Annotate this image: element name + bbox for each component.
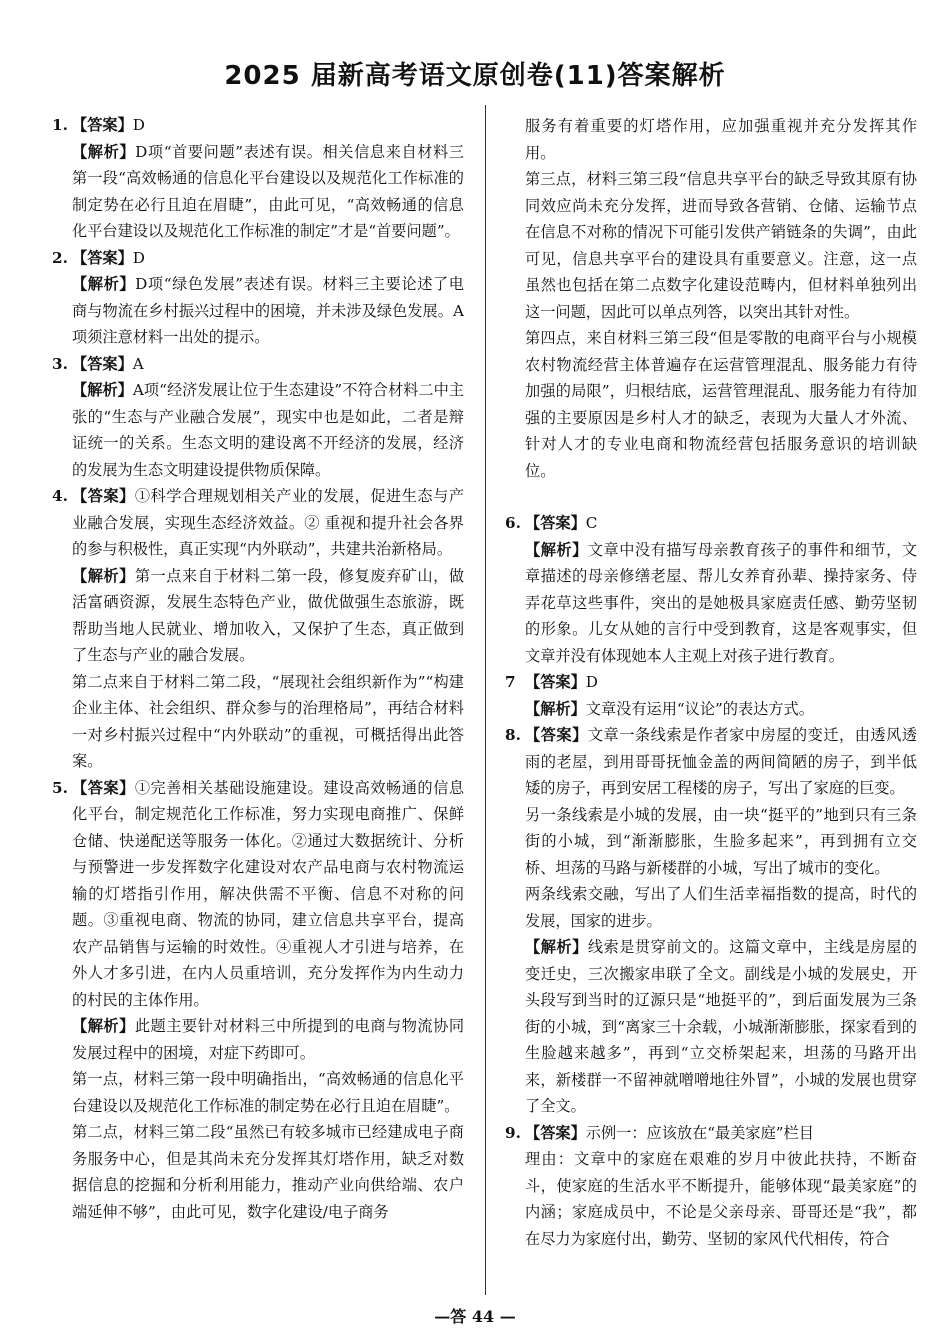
- answer-paragraph: [525, 510, 917, 537]
- answer-text: D项“绿色发展”表述有误。材料三主要论述了电商与物流在乡村振兴过程中的困境，并未涉及绿色发展。A项须注意材料一出处的提示。: [72, 275, 464, 346]
- answer-tag: 【解析】: [72, 1017, 135, 1035]
- answer-text: 示例一：应该放在“最美家庭”栏目: [585, 1123, 814, 1142]
- page-number: —答 44 —: [434, 1307, 516, 1326]
- question-number: 1.: [52, 116, 68, 134]
- question-number: 8.: [505, 726, 521, 744]
- question-number: 6.: [505, 514, 521, 532]
- answer-paragraph: [525, 696, 917, 723]
- answer-text: 服务有着重要的灯塔作用，应加强重视并充分发挥其作用。: [525, 117, 917, 162]
- answer-tag: 【答案】: [72, 248, 133, 267]
- answer-text: ①完善相关基础设施建设。建设高效畅通的信息化平台，制定规范化工作标准，努力实现电商推广、保鲜仓储、快递配送等服务一体化。②通过大数据统计、分析与预警进一步发挥数字化建设对农产品电商与农村物流运输的灯塔指引作用，解决供需不平衡、信息不对称的问题。③重视电商、物流的协同，建立信息共享平台，提高农产品销售与运输的时效性。④重视人才引进与培养，在外人才多引进，在内人员重培训，充分发挥作为内生动力的村民的主体作用。: [72, 778, 465, 1009]
- answer-text: 文章一条线索是作者家中房屋的变迁，由透风透雨的老屋，到用哥哥抚恤金盖的两间简陋的房子，到半低矮的房子，再到安居工程楼的房子，写出了家庭的巨变。: [525, 726, 918, 797]
- right-column: [505, 113, 917, 1252]
- answer-paragraph: [72, 1119, 464, 1225]
- answer-paragraph: [525, 802, 917, 882]
- answer-item: [52, 112, 464, 245]
- answer-paragraph: [525, 166, 917, 325]
- answer-paragraph: [525, 113, 917, 166]
- answer-paragraph: [72, 351, 464, 378]
- answer-paragraph: [72, 563, 464, 669]
- answer-paragraph: [72, 1066, 464, 1119]
- answer-item: [52, 245, 464, 351]
- question-number: 9.: [505, 1123, 521, 1142]
- answer-tag: 【答案】: [525, 673, 586, 691]
- answer-text: C: [585, 514, 598, 532]
- answer-tag: 【解析】: [72, 275, 136, 293]
- answer-item: [505, 510, 917, 669]
- answer-text: A项“经济发展让位于生态建设”不符合材料二中主张的“生态与产业融合发展”，现实中也是如此，二者是辩证统一的关系。生态文明的建设离不开经济的发展，经济的发展为生态文明建设提供物质保障。: [72, 381, 464, 479]
- question-number: 2.: [52, 248, 68, 267]
- page-title: 2025 届新高考语文原创卷(11)答案解析: [224, 61, 726, 91]
- answer-paragraph: [72, 271, 464, 351]
- section-gap: [505, 484, 917, 510]
- answer-text: A: [132, 354, 144, 373]
- answer-text: 另一条线索是小城的发展，由一块“挺平的”地到只有三条街的小城，到“渐渐膨胀，生脸多起来”，再到拥有立交桥、坦荡的马路与新楼群的小城，写出了城市的变化。: [525, 805, 917, 877]
- answer-paragraph: [72, 1013, 464, 1066]
- answer-text: 第四点，来自材料三第三段“但是零散的电商平台与小规模农村物流经营主体普遍存在运营管理混乱、服务能力有待加强的局限”，归根结底，运营管理混乱、服务能力有待加强的主要原因是乡村人才的缺乏，表现为大量人才外流、针对人才的专业电商和物流经营包括服务意识的培训缺位。: [525, 329, 917, 480]
- answer-paragraph: [72, 139, 464, 245]
- answer-text: D: [132, 248, 145, 267]
- answer-paragraph: [525, 537, 917, 670]
- answer-paragraph: [525, 881, 917, 934]
- answer-tag: 【答案】: [72, 778, 135, 797]
- answer-text: 第三点，材料三第三段“信息共享平台的缺乏导致其原有协同效应尚未充分发挥，进而导致各营销、仓储、运输节点在信息不对称的情况下可能引发供产销链条的失调”，由此可见，信息共享平台的建设具有重要意义。注意，这一点虽然也包括在第二点数字化建设范畴内，但材料单独列出这一问题，因此可以单点列答，以突出其针对性。: [525, 170, 917, 321]
- answer-paragraph: [525, 1120, 917, 1147]
- answer-item: [505, 722, 917, 1120]
- answer-text: D项“首要问题”表述有误。相关信息来自材料三第一段“高效畅通的信息化平台建设以及规范化工作标准的制定势在必行且迫在眉睫”，由此可见，“高效畅通的信息化平台建设以及规范化工作标准的制定”才是“首要问题”。: [72, 142, 464, 240]
- answer-text: D: [132, 116, 145, 134]
- answer-text: 理由：文章中的家庭在艰难的岁月中彼此扶持，不断奋斗，使家庭的生活水平不断提升，能够体现“最美家庭”的内涵；家庭成员中，不论是父亲母亲、哥哥还是“我”，都在尽力为家庭付出，勤劳、坚韧的家风代代相传，符合: [525, 1150, 917, 1248]
- question-number: 4.: [52, 487, 68, 505]
- answer-paragraph: [72, 483, 464, 563]
- answer-item-continued: [505, 113, 917, 484]
- answer-text: 文章中没有描写母亲教育孩子的事件和细节，文章描述的母亲修缮老屋、帮儿女养育孙辈、操持家务、侍弄花草这些事件，突出的是她极具家庭责任感、勤劳坚韧的形象。儿女从她的言行中受到教育，这是客观事实，但文章并没有体现她本人主观上对孩子进行教育。: [525, 540, 918, 665]
- answer-text: 第二点，材料三第二段“虽然已有较多城市已经建成电子商务服务中心，但是其尚未充分发挥其灯塔作用，缺乏对数据信息的挖掘和分析利用能力，推动产业向供给端、农户端延伸不够”，由此可见，数字化建设/电子商务: [72, 1123, 464, 1221]
- column-divider: [485, 105, 486, 1295]
- answer-paragraph: [72, 377, 464, 483]
- answer-paragraph: [72, 112, 464, 139]
- answer-tag: 【答案】: [525, 514, 586, 532]
- answer-text: 两条线索交融，写出了人们生活幸福指数的提高，时代的发展，国家的进步。: [525, 885, 917, 930]
- answer-tag: 【解析】: [72, 381, 133, 399]
- left-column: [52, 112, 464, 1225]
- answer-text: ①科学合理规划相关产业的发展，促进生态与产业融合发展，实现生态经济效益。② 重视和提升社会各界的参与积极性，真正实现“内外联动”，共建共治新格局。: [72, 487, 465, 558]
- answer-tag: 【解析】: [525, 699, 586, 718]
- answer-tag: 【答案】: [525, 1123, 586, 1142]
- answer-tag: 【答案】: [525, 726, 588, 744]
- answer-paragraph: [72, 775, 464, 1014]
- answer-text: 第二点来自于材料二第二段，“展现社会组织新作为”“构建企业主体、社会组织、群众参与的治理格局”，再结合材料一对乡村振兴过程中“内外联动”的重视，可概括得出此答案。: [72, 672, 464, 770]
- answer-tag: 【解析】: [72, 566, 135, 585]
- answer-tag: 【答案】: [72, 116, 133, 134]
- answer-paragraph: [525, 325, 917, 484]
- answer-paragraph: [525, 669, 917, 696]
- answer-tag: 【解析】: [525, 540, 588, 559]
- answer-text: 文章没有运用“议论”的表达方式。: [585, 699, 814, 718]
- answer-text: 线索是贯穿前文的。这篇文章中，主线是房屋的变迁史，三次搬家串联了全文。副线是小城的发展史，开头段写到当时的辽源只是“地挺平的”，到后面发展为三条街的小城，到“离家三十余载，小城渐渐膨胀，探家看到的生脸越来越多”，再到“立交桥架起来，坦荡的马路开出来，新楼群一不留神就噌噌地往外冒”，小城的发展也贯穿了全文。: [525, 938, 918, 1115]
- answer-tag: 【解析】: [72, 142, 136, 161]
- answer-text: 第一点来自于材料二第一段，修复废弃矿山，做活富硒资源，发展生态特色产业，做优做强生态旅游，既帮助当地人民就业、增加收入，又保护了生态，真正做到了生态与产业的融合发展。: [72, 566, 465, 664]
- answer-paragraph: [72, 669, 464, 775]
- answer-paragraph: [525, 1146, 917, 1252]
- answer-item: [505, 669, 917, 722]
- answer-item: [505, 1120, 917, 1253]
- answer-text: D: [585, 673, 598, 691]
- answer-paragraph: [525, 934, 917, 1120]
- answer-text: 此题主要针对材料三中所提到的电商与物流协同发展过程中的困境，对症下药即可。: [72, 1017, 465, 1062]
- answer-paragraph: [525, 722, 917, 802]
- question-number: 7: [505, 673, 516, 691]
- answer-tag: 【解析】: [525, 938, 588, 956]
- answer-item: [52, 775, 464, 1226]
- answer-paragraph: [72, 245, 464, 272]
- answer-text: 第一点，材料三第一段中明确指出，“高效畅通的信息化平台建设以及规范化工作标准的制定势在必行且迫在眉睫”。: [72, 1070, 464, 1115]
- answer-tag: 【答案】: [72, 487, 135, 505]
- answer-tag: 【答案】: [72, 354, 133, 373]
- question-number: 5.: [52, 778, 68, 797]
- answer-item: [52, 351, 464, 484]
- answer-item: [52, 483, 464, 775]
- question-number: 3.: [52, 354, 68, 373]
